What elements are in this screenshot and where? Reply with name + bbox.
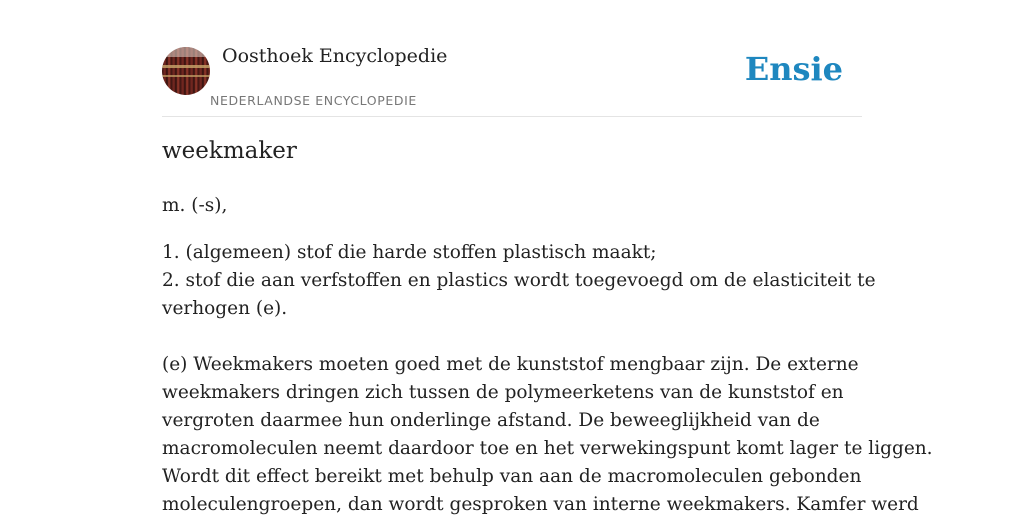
note-line: macromoleculen neemt daardoor toe en het verwekingspunt komt lager te liggen. — [162, 438, 933, 459]
definition-line: 2. stof die aan verfstoffen en plastics wordt toegevoegd om de elasticiteit te — [162, 270, 876, 291]
site-header — [162, 0, 862, 117]
note-line: moleculengroepen, dan wordt gesproken van interne weekmakers. Kamfer werd — [162, 494, 919, 515]
note-line: (e) Weekmakers moeten goed met de kunststof mengbaar zijn. De externe — [162, 354, 859, 375]
definition-line: 1. (algemeen) stof die harde stoffen plastisch maakt; — [162, 242, 657, 263]
entry-definitions — [162, 239, 876, 323]
entry-headword: weekmaker — [162, 138, 297, 164]
page — [162, 0, 933, 515]
note-line: vergroten daarmee hun onderlinge afstand. De beweeglijkheid van de — [162, 410, 820, 431]
definition-line: verhogen (e). — [162, 298, 288, 319]
note-line: Wordt dit effect bereikt met behulp van aan de macromoleculen gebonden — [162, 466, 862, 487]
encyclopedia-books-icon[interactable] — [162, 47, 210, 95]
entry-grammar: m. (-s), — [162, 195, 228, 216]
brand-logo[interactable]: Ensie — [744, 50, 843, 88]
site-title[interactable]: Oosthoek Encyclopedie — [222, 45, 448, 67]
note-line: weekmakers dringen zich tussen de polymeerketens van de kunststof en — [162, 382, 844, 403]
entry-note — [162, 351, 933, 519]
site-subtitle: NEDERLANDSE ENCYCLOPEDIE — [210, 93, 417, 108]
